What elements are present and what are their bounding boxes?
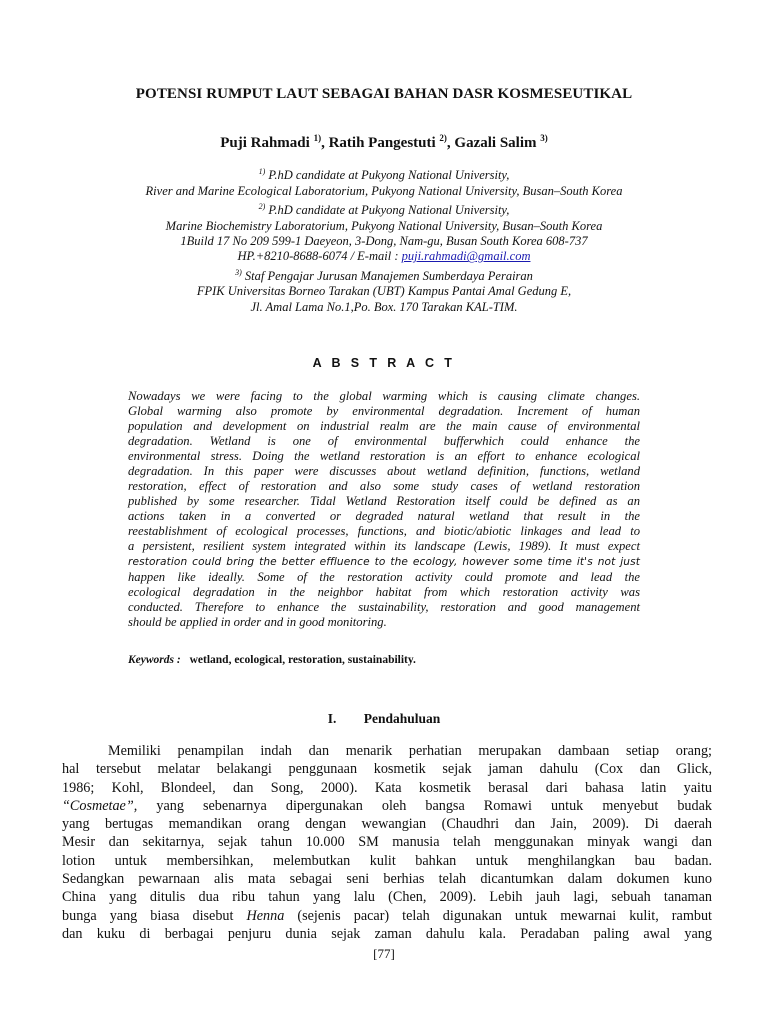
author-affiliation-mark: 1) (313, 133, 322, 143)
affiliation-line: River and Marine Ecological Laboratorium, Pukyong National University, Busan–South Korea (145, 183, 623, 198)
body-text-run: (sejenis pacar) telah digunakan untuk mewarnai kulit, rambut (297, 907, 712, 924)
email-link[interactable]: puji.rahmadi@gmail.com (401, 249, 531, 264)
affiliation-line: FPIK Universitas Borneo Tarakan (UBT) Kampus Pantai Amal Gedung E, (196, 284, 572, 299)
body-line: Mesir dan sekitarnya, sejak tahun 10.000 SM manusia telah menggunakan minyak wangi dan (62, 834, 712, 851)
abstract-heading: A B S T R A C T (312, 356, 456, 370)
author-list: Puji Rahmadi $^{1)}$, Ratih Pangestuti $^{2)}$, Gazali Salim $^{3)}$ (220, 133, 548, 151)
affiliation-text: P.hD candidate at Pukyong National University, (265, 168, 510, 183)
abstract-line: restoration, effect of restoration and also some study cases of wetland restoration (128, 479, 640, 494)
author-name: Ratih Pangestuti (328, 135, 436, 151)
affiliation-line (90, 265, 678, 285)
body-line: dan kuku di berbagai penjuru dunia sejak zaman dahulu kala. Peradaban paling awal yang (62, 925, 712, 942)
body-line: hal tersebut melatar belakangi penggunaan kosmetik sejak jaman dahulu (Cox dan Glick, (62, 761, 712, 778)
keywords-text: wetland, ecological, restoration, sustainability. (189, 654, 416, 666)
keywords-label: Keywords : (128, 654, 181, 666)
body-line (62, 907, 712, 925)
abstract-line: degradation. In this paper were discusses about wetland definition, functions, wetland (128, 464, 640, 479)
italic-term: “Cosmetae”, (62, 797, 138, 814)
abstract-line: Nowadays we were facing to the global warming which is causing climate changes. (128, 389, 640, 403)
abstract-line: restoration could bring the better effluence to the ecology, however some time it's not just (128, 555, 640, 568)
abstract-line: happen like ideally. Some of the restoration activity could promote and lead the (128, 569, 640, 584)
abstract-line: published by some researcher. Tidal Wetland Restoration itself could be defined as an (128, 494, 640, 509)
body-line: yang bertugas memandikan orang dengan wewangian (Chaudhri dan Jain, 2009). Di daerah (62, 816, 712, 833)
abstract-line: a persistent, resilient system integrated within its landscape (Lewis, 1989). It must expect (128, 539, 640, 554)
author-name: Puji Rahmadi (220, 135, 310, 151)
body-line: lotion untuk membersihkan, melembutkan kulit bahkan untuk menghilangkan bau badan. (62, 852, 712, 869)
affiliations (90, 164, 678, 315)
affiliation-contact (90, 249, 678, 264)
affiliation-text: Staf Pengajar Jurusan Manajemen Sumberdaya Perairan (241, 268, 533, 283)
abstract-line: conducted. Therefore to enhance the sustainability, restoration and good management (128, 599, 640, 614)
abstract-line: reestablishment of ecological processes, functions, and biotic/abiotic linkages and lead to (128, 524, 640, 539)
abstract-line: should be applied in order and in good monitoring. (128, 614, 387, 629)
abstract-line: environmental stress. Doing the wetland restoration is an effort to enhance ecological (128, 449, 640, 464)
affiliation-mark: 1) (258, 167, 266, 176)
contact-phone: HP.+8210-8688-6074 / E-mail : (237, 249, 402, 264)
affiliation-line (90, 164, 678, 184)
body-text-run: yang sebenarnya dipergunakan oleh bangsa Romawi untuk menyebut budak (156, 797, 712, 814)
abstract-line: population and development on industrial realm are the main cause of environmental (128, 419, 640, 434)
body-line: 1986; Kohl, Blondeel, dan Song, 2000). Kata kosmetik berasal dari bahasa latin yaitu (62, 779, 712, 796)
author-affiliation-mark: 3) (540, 133, 548, 143)
body-line: Memiliki penampilan indah dan menarik perhatian merupakan dambaan setiap orang; (108, 743, 712, 759)
section-number: I. (327, 711, 337, 726)
affiliation-line: Marine Biochemistry Laboratorium, Pukyong National University, Busan–South Korea (165, 218, 603, 233)
paper-title: POTENSI RUMPUT LAUT SEBAGAI BAHAN DASR KOSMESEUTIKAL (135, 86, 633, 102)
body-text (62, 742, 712, 943)
abstract-body (128, 389, 640, 630)
abstract-line: actions taken in a converted or degraded natural wetland that result in the (128, 509, 640, 524)
affiliation-text: P.hD candidate at Pukyong National University, (265, 203, 510, 218)
body-line (62, 797, 712, 815)
affiliation-line: Jl. Amal Lama No.1,Po. Box. 170 Tarakan KAL-TIM. (250, 299, 518, 314)
page-number: [77] (373, 946, 395, 961)
body-line: China yang ditulis dua ribu tahun yang lalu (Chen, 2009). Lebih jauh lagi, sebuah tanaman (62, 889, 712, 906)
affiliation-mark: 2) (258, 201, 266, 211)
keywords (128, 654, 648, 666)
affiliation-address: 1Build 17 No 209 599-1 Daeyeon, 3-Dong, Nam-gu, Busan South Korea 608-737 (180, 233, 588, 248)
abstract-line: degradation. Wetland is one of environmental bufferwhich could enhance the (128, 434, 640, 449)
author-name: Gazali Salim (454, 135, 537, 151)
abstract-line: ecological degradation in the neighbor habitat from which restoration activity was (128, 584, 640, 599)
body-text-run: bunga yang biasa disebut (62, 907, 234, 924)
section-title: Pendahuluan (363, 711, 441, 726)
author-affiliation-mark: 2) (439, 133, 447, 143)
abstract-line: Global warming also promote by environmental degradation. Increment of human (128, 404, 640, 419)
body-line: Sedangkan pewarnaan alis mata sebagai seni berhias telah dicantumkan dalam dokumen kuno (62, 871, 712, 888)
section-heading (0, 711, 768, 727)
affiliation-line (90, 199, 678, 219)
affiliation-mark: 3) (235, 267, 242, 277)
italic-term: Henna (246, 907, 285, 924)
